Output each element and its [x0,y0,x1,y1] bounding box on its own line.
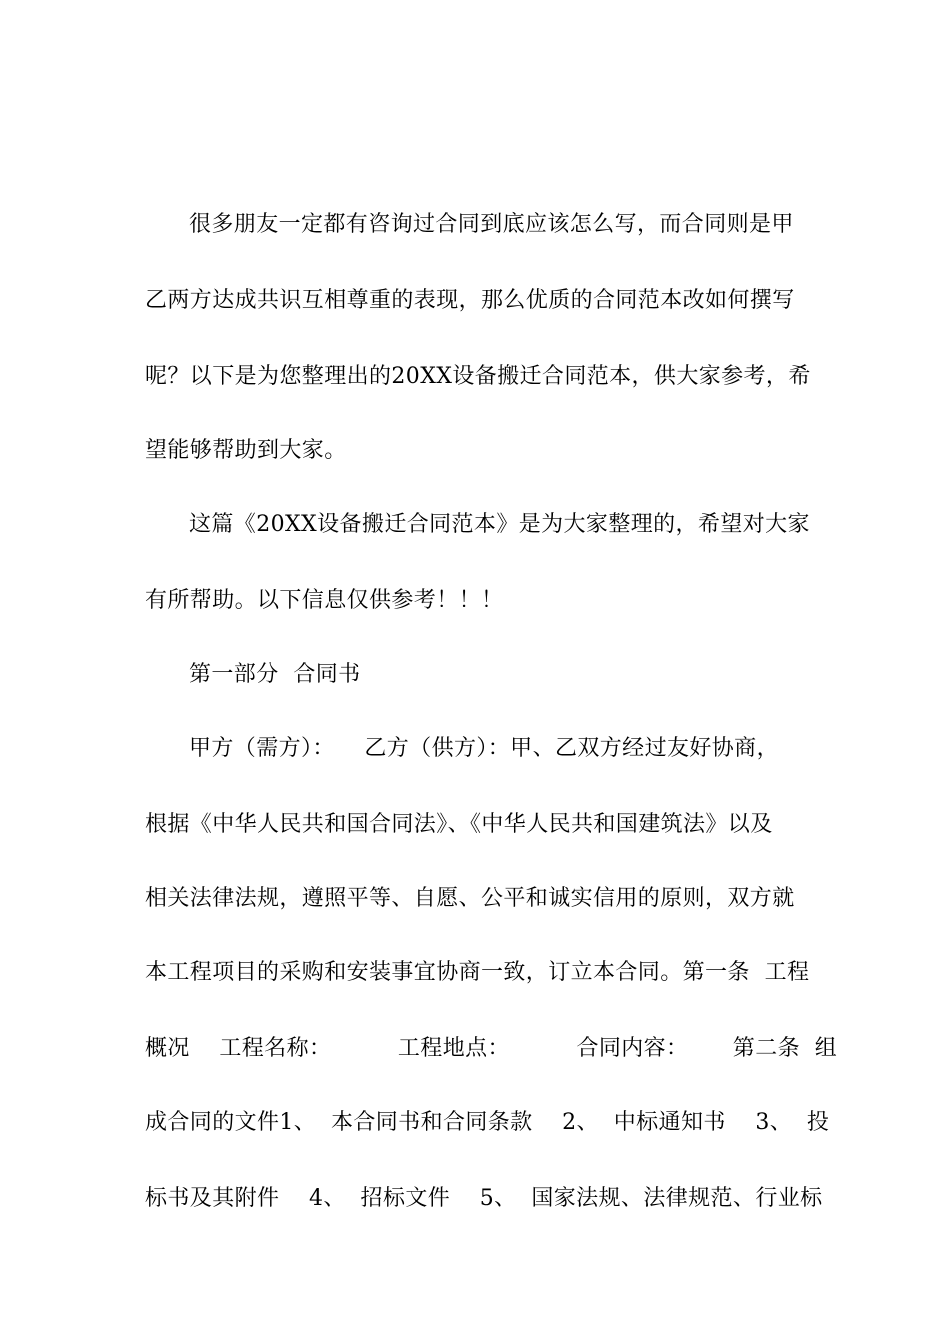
paragraph-3-line-6: 成合同的文件1、 本合同书和合同条款 2、 中标通知书 3、 投 [145,1110,830,1135]
paragraph-1-line-3: 呢？以下是为您整理出的20XX设备搬迁合同范本，供大家参考，希 [145,364,811,389]
section-heading: 第一部分 合同书 [189,662,361,687]
paragraph-2-line-1: 这篇《20XX设备搬迁合同范本》是为大家整理的，希望对大家 [189,512,810,537]
paragraph-3-line-4: 本工程项目的采购和安装事宜协商一致，订立本合同。第一条 工程 [145,960,810,985]
paragraph-1-line-1: 很多朋友一定都有咨询过合同到底应该怎么写，而合同则是甲 [189,212,794,237]
paragraph-3-line-1: 甲方（需方）： 乙方（供方）：甲、乙双方经过友好协商， [189,736,779,761]
paragraph-1-line-4: 望能够帮助到大家。 [145,438,347,463]
paragraph-2-line-2: 有所帮助。以下信息仅供参考！！！ [145,588,504,613]
paragraph-3-line-3: 相关法律法规，遵照平等、自愿、公平和诚实信用的原则，双方就 [145,886,795,911]
paragraph-3-line-7: 标书及其附件 4、 招标文件 5、 国家法规、法律规范、行业标 [145,1186,823,1211]
paragraph-3-line-2: 根据《中华人民共和国合同法》、《中华人民共和国建筑法》以及 [145,812,773,837]
paragraph-1-line-2: 乙两方达成共识互相尊重的表现，那么优质的合同范本改如何撰写 [145,288,795,313]
paragraph-3-line-5: 概况 工程名称： 工程地点： 合同内容： 第二条 组 [145,1036,838,1061]
